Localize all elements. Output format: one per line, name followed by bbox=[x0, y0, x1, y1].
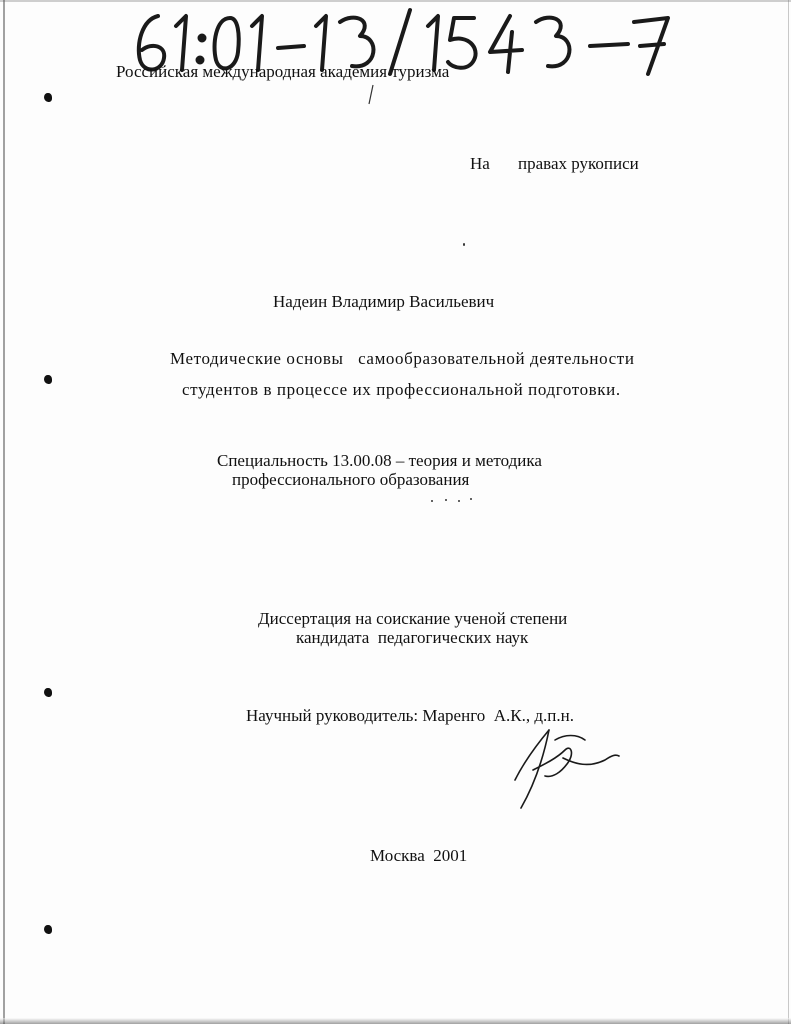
specialty-line1: Специальность 13.00.08 – теория и методика bbox=[217, 451, 542, 470]
scan-edge-right bbox=[788, 0, 789, 1024]
pen-stroke-mark bbox=[366, 84, 376, 106]
thesis-title-line1: Методические основы самообразовательной деятельности bbox=[170, 349, 635, 368]
punch-hole-mark bbox=[44, 925, 52, 934]
scan-speck bbox=[458, 500, 460, 502]
rights-label-part1: На bbox=[470, 154, 490, 173]
scan-edge-left bbox=[3, 0, 5, 1024]
institution-name: Российская международная академия туризма bbox=[116, 62, 450, 81]
author-name: Надеин Владимир Васильевич bbox=[273, 292, 495, 311]
punch-hole-mark bbox=[44, 93, 52, 102]
punch-hole-mark bbox=[44, 375, 52, 384]
scan-speck bbox=[470, 498, 472, 500]
scan-speck bbox=[431, 500, 433, 502]
rights-label-part2: правах рукописи bbox=[518, 154, 639, 173]
dissertation-line1: Диссертация на соискание ученой степени bbox=[258, 609, 568, 628]
city-year: Москва 2001 bbox=[370, 846, 468, 865]
scan-edge-bottom bbox=[0, 1018, 791, 1024]
dissertation-line2: кандидата педагогических наук bbox=[296, 628, 529, 647]
punch-hole-mark bbox=[44, 688, 52, 697]
specialty-line2: профессионального образования bbox=[232, 470, 470, 489]
thesis-title-line2: студентов в процессе их профессиональной подготовки. bbox=[182, 380, 621, 399]
supervisor-line: Научный руководитель: Маренго А.К., д.п.н. bbox=[246, 706, 574, 725]
scan-edge-top bbox=[0, 0, 791, 2]
scan-speck bbox=[445, 499, 447, 501]
supervisor-signature bbox=[505, 720, 625, 815]
scan-speck bbox=[463, 243, 465, 246]
